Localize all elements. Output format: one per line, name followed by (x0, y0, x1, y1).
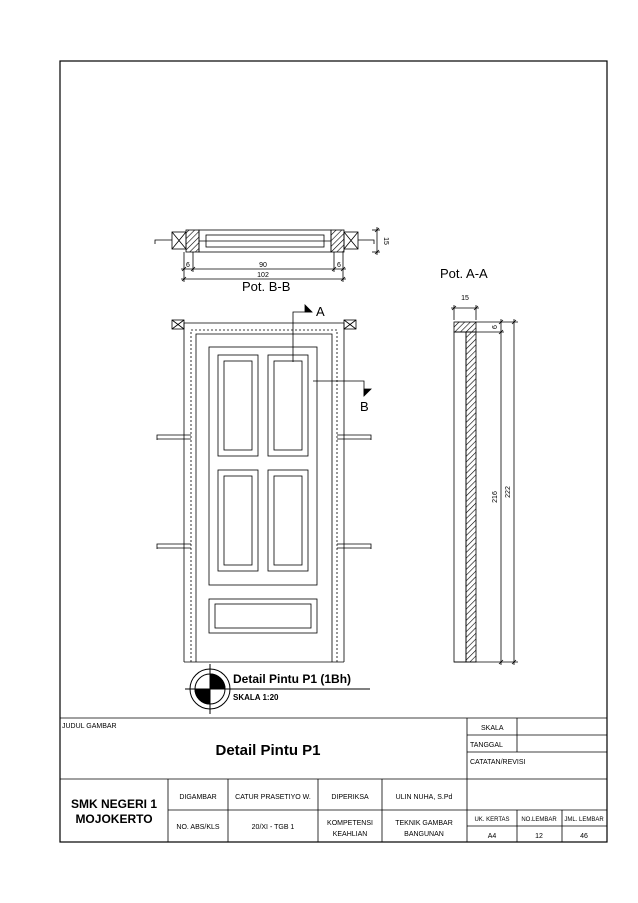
cut-label-a: A (316, 304, 325, 319)
detail-scale: SKALA 1:20 (233, 693, 279, 702)
detail-title: Detail Pintu P1 (1Bh) (233, 672, 352, 686)
section-bb-title: Pot. B-B (242, 279, 291, 294)
skala-label: SKALA (481, 725, 504, 732)
uk-kertas-label: UK. KERTAS (474, 817, 510, 823)
door-elevation (157, 305, 371, 662)
section-aa-drawing (451, 305, 518, 665)
judul-gambar-label: JUDUL GAMBAR (62, 723, 117, 730)
bb-dim-outer-102: 102 (257, 272, 269, 279)
sheet-border (60, 61, 607, 842)
section-aa-title: Pot. A-A (440, 266, 488, 281)
keahlian-value-line2: BANGUNAN (404, 831, 444, 838)
no-abs-label: NO. ABS/KLS (176, 824, 220, 831)
bb-dim-thickness-15: 15 (382, 237, 389, 245)
no-lembar-label: NO.LEMBAR (521, 817, 557, 823)
bb-dim-inner-90: 90 (259, 262, 267, 269)
digambar-value: CATUR PRASETIYO W. (235, 794, 311, 801)
kompetensi-label-line2: KEAHLIAN (332, 831, 368, 838)
uk-kertas-value: A4 (487, 833, 497, 840)
tanggal-label: TANGGAL (470, 742, 503, 749)
jml-lembar-value: 46 (580, 833, 588, 840)
diperiksa-label: DIPERIKSA (331, 794, 369, 801)
keahlian-value-line1: TEKNIK GAMBAR (395, 820, 453, 827)
school-name-line2: MOJOKERTO (75, 812, 153, 826)
aa-dim-top-6: 6 (492, 325, 499, 329)
bb-dim-right-6: 6 (337, 262, 341, 269)
aa-dim-width-15: 15 (461, 295, 469, 302)
bb-dim-left-6: 6 (186, 262, 190, 269)
no-lembar-value: 12 (535, 833, 543, 840)
no-abs-value: 20/XI - TGB 1 (251, 824, 295, 831)
aa-dim-leaf-216: 216 (492, 491, 499, 503)
digambar-label: DIGAMBAR (179, 794, 217, 801)
cut-label-b: B (360, 399, 369, 414)
kompetensi-label-line1: KOMPETENSI (327, 820, 373, 827)
aa-dim-total-222: 222 (505, 486, 512, 498)
catatan-revisi-label: CATATAN/REVISI (470, 759, 526, 766)
diperiksa-value: ULIN NUHA, S.Pd (395, 794, 453, 801)
jml-lembar-label: JML. LEMBAR (564, 817, 604, 823)
judul-gambar-title: Detail Pintu P1 (215, 742, 321, 759)
school-name-line1: SMK NEGERI 1 (70, 797, 158, 811)
